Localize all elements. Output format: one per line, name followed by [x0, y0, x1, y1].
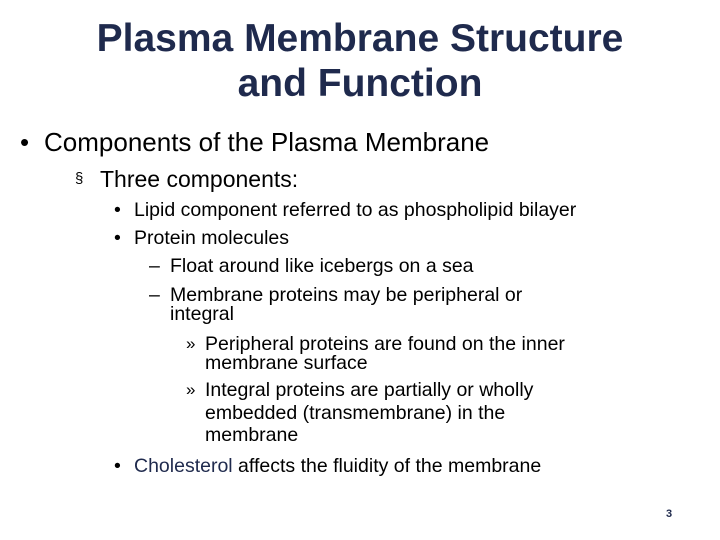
cholesterol-term: Cholesterol — [134, 455, 233, 477]
sub-peripheral-line1: Peripheral proteins are found on the inner — [205, 333, 565, 355]
sub-integral-line1: Integral proteins are partially or wholly — [205, 379, 534, 401]
bullet-protein-molecules: Protein molecules — [134, 227, 289, 249]
bullet-components-heading: Components of the Plasma Membrane — [44, 127, 490, 157]
title-line-2: and Function — [237, 62, 483, 105]
bullet-marker-level3: • — [114, 199, 121, 221]
dash-marker: – — [149, 284, 160, 306]
bullet-marker-level3: • — [114, 227, 121, 249]
slide-title — [0, 16, 720, 106]
page-number: 3 — [666, 508, 673, 520]
raquo-marker: » — [186, 334, 196, 353]
raquo-marker: » — [186, 380, 196, 399]
sub-peripheral-line2: membrane surface — [205, 352, 368, 374]
dash-membrane-proteins-line2: integral — [170, 303, 234, 325]
cholesterol-description: affects the fluidity of the membrane — [232, 455, 542, 477]
title-line-1: Plasma Membrane Structure — [96, 17, 624, 60]
bullet-cholesterol — [134, 455, 541, 477]
bullet-marker-level3: • — [114, 455, 121, 477]
bullet-three-components: Three components: — [100, 166, 299, 192]
bullet-marker-level1: • — [20, 127, 30, 157]
dash-membrane-proteins-line1: Membrane proteins may be peripheral or — [170, 284, 523, 306]
sub-integral-line2: embedded (transmembrane) in the — [205, 402, 506, 424]
bullet-marker-level2: § — [75, 170, 84, 187]
dash-marker: – — [149, 255, 160, 277]
dash-float-icebergs: Float around like icebergs on a sea — [170, 255, 474, 277]
sub-integral-line3: membrane — [205, 424, 299, 446]
bullet-lipid-component: Lipid component referred to as phospholipid bilayer — [134, 199, 577, 221]
